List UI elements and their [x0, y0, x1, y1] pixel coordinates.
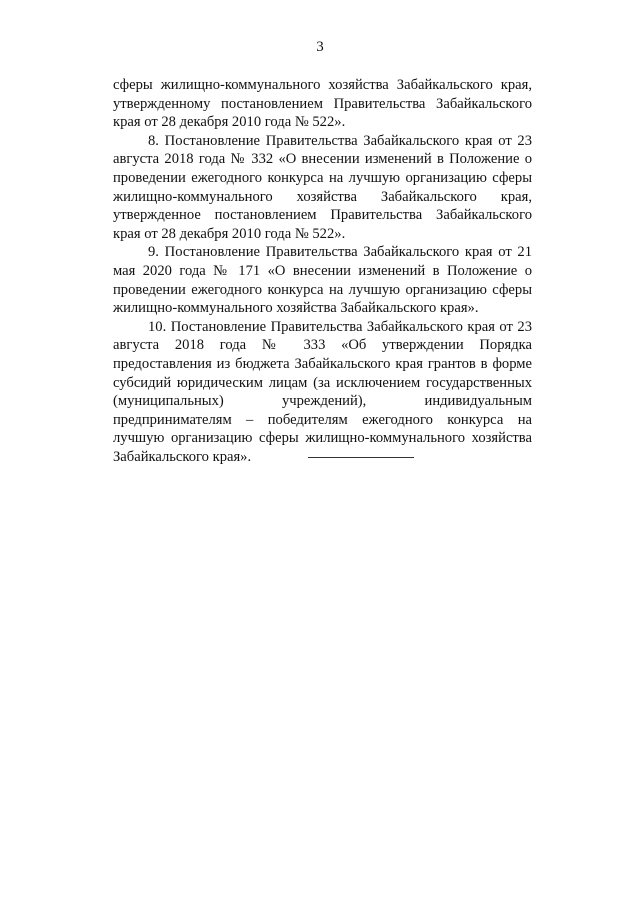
paragraph-continuation: сферы жилищно-коммунального хозяйства Забайкальского края, утвержденному постановлением Правительства Забайкальского края от 28 декабря 2010 года № 522». [113, 77, 532, 131]
end-divider-line [308, 457, 414, 458]
paragraph-item-10: 10. Постановление Правительства Забайкальского края от 23 августа 2018 года № 333 «Об утверждении Порядка предоставления из бюджета Забайкальского края грантов в форме субсидий юридическим лицам (за исключением государственных (муниципальных) учреждений), индивидуальным предпринимателям – победителям ежегодного конкурса на лучшую организацию сферы жилищно-коммунального хозяйства Забайкальского края». [113, 318, 532, 465]
page-number: 3 [316, 39, 324, 55]
paragraph-item-8: 8. Постановление Правительства Забайкальского края от 23 августа 2018 года № 332 «О внесении изменений в Положение о проведении ежегодного конкурса на лучшую организацию сферы жилищно-коммунального хозяйства Забайкальского края, утвержденное постановлением Правительства Забайкальского края от 28 декабря 2010 года № 522». [113, 132, 532, 242]
paragraph-item-9: 9. Постановление Правительства Забайкальского края от 21 мая 2020 года № 171 «О внесении изменений в Положение о проведении ежегодного конкурса на лучшую организацию сферы жилищно-коммунального хозяйства Забайкальского края». [113, 244, 532, 317]
document-body [113, 76, 532, 466]
